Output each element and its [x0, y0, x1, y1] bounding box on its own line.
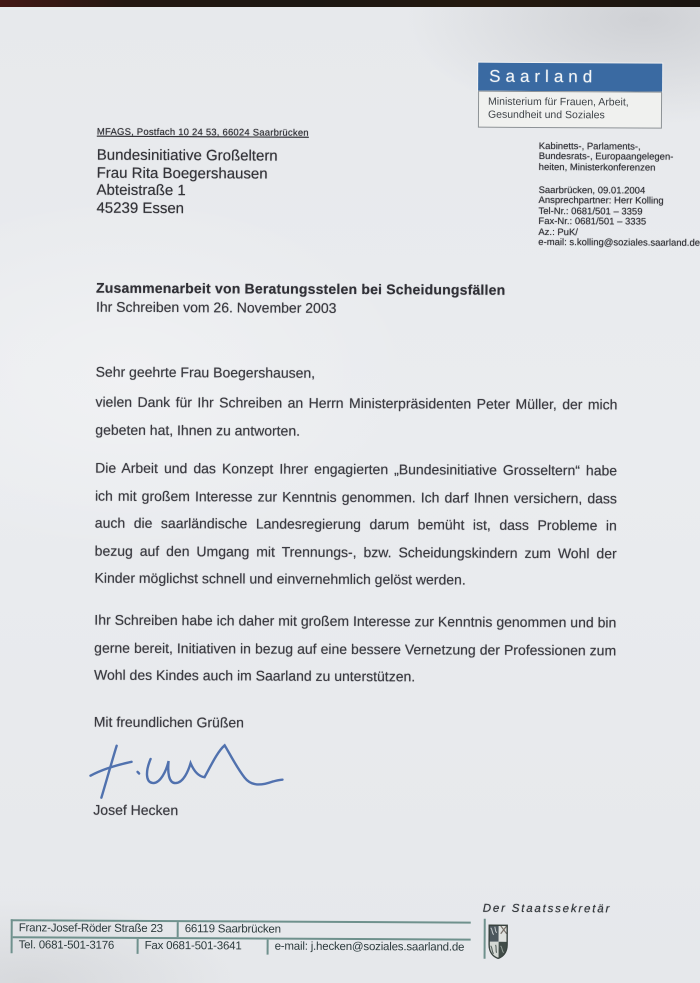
footer-city: 66119 Saarbrücken [177, 922, 287, 938]
recipient-line: Frau Rita Boegershausen [96, 164, 268, 183]
saarland-coat-of-arms-icon [488, 924, 509, 960]
brand-wordmark: Saarland [489, 66, 598, 87]
ministry-name-box [478, 91, 662, 129]
reference-line: Ihr Schreiben vom 26. November 2003 [95, 298, 337, 316]
contact-details-block [538, 186, 700, 249]
footer-address-table [11, 919, 471, 955]
email-line: e-mail: s.kolling@soziales.saarland.de [538, 237, 700, 249]
role-title: Der Staatssekretär [482, 902, 612, 916]
body-paragraph-3: Ihr Schreiben habe ich daher mit großem Interesse zur Kenntnis genommen und bin gerne bereit, Initiativen in bezug auf eine bessere Vernetzung der Professionen zum Wohl des Kindes auch im Saarland zu unterstützen. [93, 611, 617, 685]
footer-row-contact [13, 938, 471, 955]
body-paragraph-1: vielen Dank für Ihr Schreiben an Herrn Ministerpräsidenten Peter Müller, der mich gebeten hat, Ihnen zu antworten. [95, 393, 618, 439]
footer-fax: Fax 0681-501-3641 [137, 939, 267, 955]
signer-name: Josef Hecken [93, 801, 179, 819]
subject-line: Zusammenarbeit von Beratungsstelen bei Scheidungsfällen [96, 279, 506, 298]
ministry-line-1: Ministerium für Frauen, Arbeit, [488, 95, 629, 109]
recipient-line: Bundesinitiative Großeltern [96, 146, 278, 165]
footer-vertical-rule [484, 919, 486, 959]
phone-line: Tel-Nr.: 0681/501 – 3359 [538, 205, 643, 218]
department-line: Kabinetts-, Parlaments-, [538, 140, 641, 153]
date-line: Saarbrücken, 09.01.2004 [538, 184, 646, 197]
department-line: heiten, Ministerkonferenzen [538, 161, 656, 174]
return-address-line: MFAGS, Postfach 10 24 53, 66024 Saarbrücken [96, 126, 309, 139]
footer-email: e-mail: j.hecken@soziales.saarland.de [267, 940, 471, 956]
salutation: Sehr geehrte Frau Boegershausen, [95, 363, 316, 381]
reference-code-line: Az.: PuK/ [538, 226, 578, 238]
scan-edge-artifact [0, 0, 700, 7]
footer-phone: Tel. 0681-501-3176 [18, 939, 115, 952]
recipient-line: Abteistraße 1 [96, 181, 186, 200]
body-paragraph-2: Die Arbeit und das Konzept Ihrer engagierten „Bundesinitiative Grosseltern“ habe ich mit großem Interesse zur Kenntnis genommen. Ich darf Ihnen versichern, dass auch die saarländische Landesregierung darum bemüht ist, dass Probleme in bezug auf den Umgang mit Trennungs-, bzw. Scheidungskindern zum Wohl der Kinder möglichst schnell und einvernehmlich gelöst werden. [94, 459, 618, 588]
handwritten-signature [86, 739, 286, 808]
ministry-line-2: Gesundheit und Soziales [487, 108, 605, 122]
saarland-brand-box [478, 63, 662, 92]
department-line: Bundesrats-, Europaangelegen- [538, 151, 674, 164]
footer-street: Franz-Josef-Röder Straße 23 [18, 922, 163, 936]
recipient-address-block [96, 147, 277, 218]
contact-person-line: Ansprechpartner: Herr Kolling [538, 195, 664, 208]
department-block [539, 142, 674, 174]
fax-line: Fax-Nr.: 0681/501 – 3335 [538, 216, 647, 228]
recipient-line: 45239 Essen [96, 199, 185, 217]
closing-phrase: Mit freundlichen Grüßen [93, 713, 245, 731]
